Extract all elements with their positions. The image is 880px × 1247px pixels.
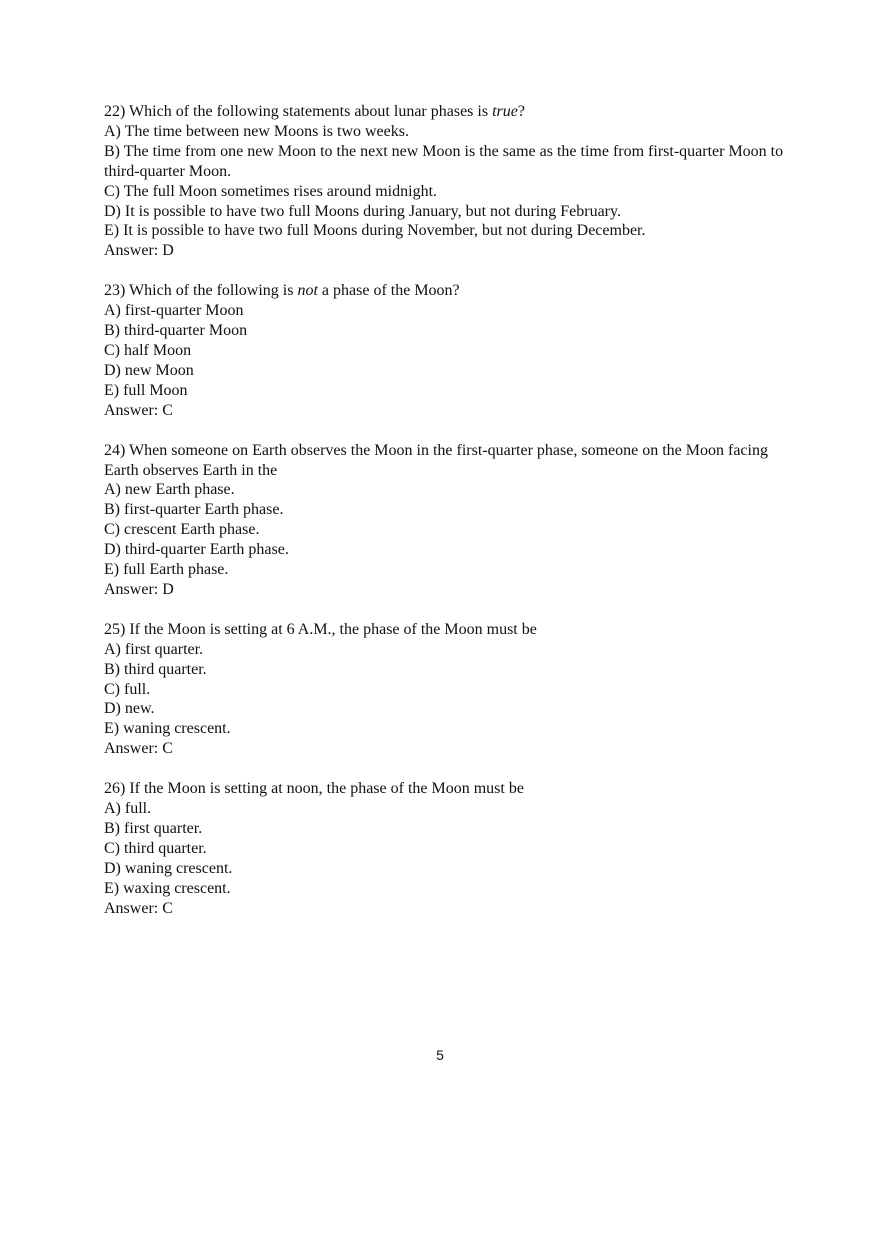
question-stem [104,779,794,799]
question-list [104,102,794,939]
option-b: B) third quarter. [104,660,207,678]
answer-line: Answer: C [104,740,173,758]
option-c: C) The full Moon sometimes rises around midnight. [104,182,438,200]
option-c: C) crescent Earth phase. [104,521,260,539]
option-b: B) first-quarter Earth phase. [104,501,284,519]
question-stem [104,281,794,301]
stem-text: 23) Which of the following is [104,282,298,300]
page-number: 5 [436,1047,444,1063]
option-a: A) The time between new Moons is two weeks. [104,122,409,140]
option-a: A) full. [104,800,152,818]
option-b: B) first quarter. [104,820,203,837]
option-d: D) waning crescent. [104,859,233,877]
option-a: A) first quarter. [104,640,204,658]
stem-text-end: ? [517,103,525,120]
question-24 [104,441,794,600]
stem-text: 26) If the Moon is setting at noon, the phase of the Moon must be [104,780,524,798]
question-23 [104,281,794,420]
option-a: A) first-quarter Moon [104,302,244,320]
stem-text: 24) When someone on Earth observes the Moon in the first-quarter phase, someone on the Moon facing Earth observes Earth in the [104,441,768,479]
option-e: E) full Earth phase. [104,561,229,579]
option-c: C) third quarter. [104,839,207,857]
option-d: D) new Moon [104,361,194,379]
question-25 [104,620,794,759]
answer-line: Answer: C [104,401,173,419]
option-e: E) waning crescent. [104,720,231,738]
stem-text-end: a phase of the Moon? [317,282,460,300]
answer-line: Answer: C [104,899,173,917]
option-b: B) The time from one new Moon to the next new Moon is the same as the time from first-quarter Moon to third-quarter Moon. [104,142,784,180]
stem-text: 25) If the Moon is setting at 6 A.M., the phase of the Moon must be [104,620,537,638]
option-d: D) third-quarter Earth phase. [104,541,289,559]
question-22 [104,102,794,261]
stem-text: 22) Which of the following statements about lunar phases is [104,103,493,120]
option-b: B) third-quarter Moon [104,322,248,340]
option-d: D) It is possible to have two full Moons during January, but not during February. [104,202,621,220]
option-e: E) full Moon [104,381,188,399]
option-d: D) new. [104,700,155,718]
question-stem [104,441,794,481]
option-a: A) new Earth phase. [104,481,235,499]
answer-line: Answer: D [104,242,174,260]
stem-emphasis: true [492,103,518,120]
option-e: E) waxing crescent. [104,879,231,897]
option-e: E) It is possible to have two full Moons during November, but not during December. [104,222,646,240]
question-26 [104,779,794,918]
stem-emphasis: not [297,282,318,300]
answer-line: Answer: D [104,580,174,598]
option-c: C) half Moon [104,341,192,359]
question-stem [104,102,794,122]
option-c: C) full. [104,680,151,698]
question-stem [104,620,794,640]
